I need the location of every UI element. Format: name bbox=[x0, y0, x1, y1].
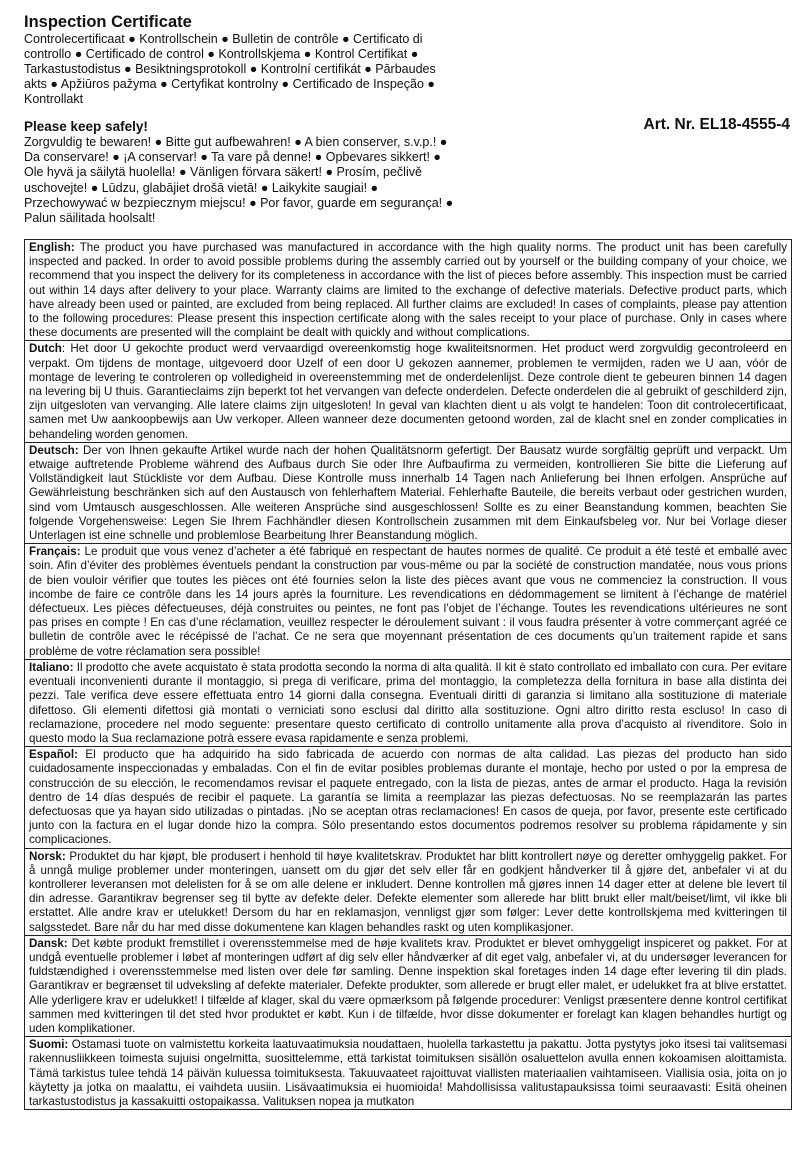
section-text: Le produit que vous venez d’acheter a été fabriqué en respectant de hautes normes de qualité. Ce produit a été testé et emballé avec soin. Afin d’éviter des problèmes éventuels pendant la construction par vous-même ou par la société de construction mandatée, nous vous prions de bien vouloir vérifier que toutes les pièces ont été fournies selon la liste des pièces avant que vous ne commenciez la construction. Il vous incombe de faire ce contrôle dans les 14 jours après la fourniture. Les revendications en dédommagement se limitent à l’échange de matériel défectueux. Les pièces défectueuses, déjà construites ou peintes, ne font pas l’objet de l’échange. Toutes les revendications ultérieures ne sont pas prises en compte ! En cas d’une réclamation, veuillez respecter le déroulement suivant : il vous faudra présenter à votre commerçant agréé ce bulletin de contrôle avec le récépissé de l’achat. Ce ne sera que moyennant présentation de ces documents qu’un traitement rapide et sans problème de votre réclamation sera possible! bbox=[29, 545, 787, 658]
section-text: : Het door U gekochte product werd vervaardigd overeenkomstig hoge kwaliteitsnormen. Het product werd zorgvuldig gecontroleerd en verpakt. Om tijdens de montage, uitgevoerd door Uzelf of een door U gekozen aannemer, problemen te vermijden, raden we U aan, vóór de montage de levering te controleren op volledigheid in overeenstemming met de onderdelenlijst. Deze controle dient te gebeuren binnen 14 dagen na levering bij U thuis. Garantieclaims zijn beperkt tot het vervangen van defecte onderdelen. Defecte onderdelen die al gebruikt of geschilderd zijn, zijn uitgesloten van vervanging. Alle latere claims zijn uitgesloten! In geval van klachten dient u als volgt te handelen: Toon dit controlecertificaat, samen met Uw aankoopbewijs aan Uw verkoper. Alleen wanneer deze documenten getoond worden, zal de klacht snel en zonder complicaties in behandeling worden genomen. bbox=[29, 342, 787, 441]
keep-safely-heading: Please keep safely! bbox=[24, 119, 148, 134]
article-number: Art. Nr. EL18-4555-4 bbox=[643, 116, 790, 133]
section-text: Ostamasi tuote on valmistettu korkeita laatuvaatimuksia noudattaen, huolella tarkastettu ja pakattu. Jotta pystytys joko itsesi tai valitsemasi rakennusliikkeen toimesta sujuisi ongelmitta, suosittelemme, että tarkistat toimituksen sisällön osaluettelon avulla ennen kokoamisen aloittamista. Tämä tarkistus tulee tehdä 14 päivän kuluessa toimituksesta. Takuuvaateet rajoittuvat viallisten materiaalien vaihtamiseen. Viallisia osia, joita on jo käytetty ja jotka on maalattu, ei vaihdeta uusiin. Lisävaatimuksia ei huomioida! Mahdollisissa valitustapauksissa toimi seuraavasti: Esitä oheinen tarkastustodistus ja kassakuitti ostopaikassa. Valituksen nopea ja mutkaton bbox=[29, 1038, 787, 1108]
section-text: Der von Ihnen gekaufte Artikel wurde nach der hohen Qualitätsnorm gefertigt. Der Bausatz wurde sorgfältig geprüft und verpackt. Um etwaige auftretende Probleme während des Aufbaus durch Sie oder Ihre Aufbaufirma zu vermeiden, kontrollieren Sie bitte die Lieferung auf Vollständigkeit laut Stückliste vor dem Aufbau. Diese Kontrolle muss innerhalb 14 Tagen nach Anlieferung bei Ihnen erfolgen. Ansprüche auf Gewährleistung beschränken sich auf den Austausch von fehlerhaftem Material. Fehlerhafte Bauteile, die bereits verbaut oder gestrichen wurden, sind vom Umtausch ausgeschlossen. Alle weiteren Ansprüche sind ausgeschlossen! Sollte es zu einer Beanstandung kommen, beachten Sie folgende Vorgehensweise: Legen Sie Ihrem Fachhändler diesen Kontrollschein zusammen mit dem Einkaufsbeleg vor. Nur bei Vorlage dieser Unterlagen ist eine schnelle und problemlose Bearbeitung Ihrer Beanstandung möglich. bbox=[29, 443, 787, 543]
section-language-label: Dansk: bbox=[29, 936, 68, 950]
section-language-label: Español: bbox=[29, 748, 78, 762]
section-language-label: Italiano: bbox=[29, 660, 74, 674]
section-deutsch bbox=[25, 443, 791, 544]
section-language-label: Suomi: bbox=[29, 1038, 69, 1052]
keep-safely-translations: Zorgvuldig te bewaren! ● Bitte gut aufbewahren! ● A bien conserver, s.v.p.! ● Da conservare! ● ¡A conservar! ● Ta vare på denne! ● Opbevares sikkert! ● Ole hyvä ja säilytä huolella! ● Vänligen förvara säkert! ● Prosím, pečlivě uschovejte! ● Lūdzu, glabājiet drošā vietā! ● Laikykite saugiai! ● Przechowywać w bezpiecznym miejscu! ● Por favor, guarde em segurança! ● Palun säilitada hoolsalt! bbox=[24, 135, 454, 226]
section-language-label: English: bbox=[29, 241, 75, 254]
section-text: Produktet du har kjøpt, ble produsert i henhold til høye kvalitetskrav. Produktet har blitt kontrollert nøye og deretter omhyggelig pakket. For å unngå mulige problemer under monteringen, uansett om du gjør det selv eller får en godkjent håndverker til å gjøre det, anbefaler vi at du kontrollerer leveransen mot delelisten for å se om alle delene er inkludert. Denne kontrollen må gjøres innen 14 dager etter at delene ble levert til din adresse. Garantikrav begrenser seg til bytte av defekte deler. Defekte elementer som allerede har blitt brukt eller malt/beiset/limt, vil ikke bli erstattet. Alle andre krav er utelukket! Dersom du har en reklamasjon, vennligst gjør som følger: Lever dette kontrollskjema med kvitteringen til salgsstedet. Bare når du har med disse dokumentene kan klagen behandles raskt og uten komplikasjoner. bbox=[29, 849, 787, 934]
section-text: The product you have purchased was manufactured in accordance with the high quality norms. The product unit has been carefully inspected and packed. In order to avoid possible problems during the assembly carried out by yourself or the building company of your choice, we recommend that you inspect the delivery for its completeness in accordance with the list of pieces before assembly. This inspection must be carried out within 14 days after delivery to your place. Warranty claims are limited to the exchange of defective materials. Defective product parts, which have already been used or painted, are excluded from being replaced. All further claims are excluded! In cases of complaints, please pay attention to the following procedures: Please present this inspection certificate along with the sales receipt to your place of purchase. Only in cases where these documents are presented will the complaint be dealt with quickly and without complications. bbox=[29, 241, 788, 340]
section-language-label: Français: bbox=[29, 545, 81, 559]
section-text: El producto que ha adquirido ha sido fabricada de acuerdo con normas de alta calidad. Las piezas del producto han sido cuidadosamente inspeccionadas y embaladas. Con el fin de evitar posibles problemas durante el montaje, hecho por usted o por la empresa de construcción de su elección, le recomendamos revisar el paquete entregado, con la lista de piezas, antes de armar el producto. Haga la revisión dentro de 14 días después de recibir el paquete. La garantía se limita a reemplazar las piezas defectuosas. No se reemplazarán las partes defectuosas que ya hayan sido utilizadas o pintadas. ¡No se aceptan otras reclamaciones! En casos de queja, por favor, presente este certificado junto con la factura en el lugar donde hizo la compra. Sólo presentando estos documentos podremos resolver su problema rápidamente y sin complicaciones. bbox=[29, 748, 787, 847]
section-dutch bbox=[25, 341, 791, 442]
section-italiano bbox=[25, 660, 791, 747]
section-language-label: Deutsch: bbox=[29, 443, 79, 457]
section-language-label: Dutch bbox=[29, 342, 62, 356]
section-language-label: Norsk: bbox=[29, 849, 66, 863]
certificate-header bbox=[24, 12, 792, 238]
page-title: Inspection Certificate bbox=[24, 13, 192, 31]
language-sections bbox=[24, 239, 792, 1110]
section-norsk bbox=[25, 849, 791, 936]
section-english bbox=[25, 240, 791, 341]
section-dansk bbox=[25, 936, 791, 1037]
title-translations: Controlecertificaat ● Kontrollschein ● Bulletin de contrôle ● Certificato di controllo ● Certificado de control ● Kontrollskjema ● Kontrol Certifikat ● Tarkastustodistus ● Besiktningsprotokoll ● Kontrolní certifikát ● Pārbaudes akts ● Apžiūros pažyma ● Certyfikat kontrolny ● Certificado de Inspeção ● Kontrollakt bbox=[24, 32, 436, 106]
section-text: Det købte produkt fremstillet i overensstemmelse med de høje kvalitets krav. Produktet er blevet omhyggeligt inspiceret og pakket. For at undgå eventuelle problemer i løbet af monteringen udført af dig selv eller håndværker af dit eget valg, anbefaler vi, at du undersøger leverancen for fuldstændighed i overensstemmelse med listen over dele før samling. Denne inspektion skal foretages inden 14 dage efter levering til din plads. Garantikrav er begrænset til udveksling af defekte materialer. Defekte produkter, som allerede er brugt eller malet, er udelukket fra at blive erstattet. Alle yderligere krav er udelukket! I tilfælde af klager, skal du være opmærksom på følgende procedurer: Venligst præsentere denne kontrol certifikat sammen med kvitteringen til det sted hvor produktet er købt. Kun i de tilfælde, hvor disse dokumenter er forelagt kan klagen behandles hurtigt og uden komplikationer. bbox=[29, 936, 787, 1035]
section-suomi bbox=[25, 1037, 791, 1109]
section-espanol bbox=[25, 747, 791, 848]
certificate-page bbox=[24, 12, 792, 1108]
section-text: Il prodotto che avete acquistato è stata prodotta secondo la norma di alta qualità. Il kit è stato controllato ed imballato con cura. Per evitare eventuali inconvenienti durante il montaggio, si prega di verificare, prima del montaggio, la completezza della fornitura in base alla distinta dei pezzi. Tale verifica deve essere effettuata entro 14 giorni dalla consegna. Eventuali diritti di garanzia si limitano alla sostituzione di materiale difettoso. Gli elementi difettosi già montati o verniciati sono esclusi dal diritto alla sostituzione. Ogni altro diritto resta escluso! In caso di reclamazione, procedere nel modo seguente: presentare questo certificato di controllo unitamente alla prova d’acquisto al rivenditore. Solo in questo modo la Sua reclamazione potrà essere evasa rapidamente e senza problemi. bbox=[29, 660, 788, 745]
section-francais bbox=[25, 544, 791, 660]
